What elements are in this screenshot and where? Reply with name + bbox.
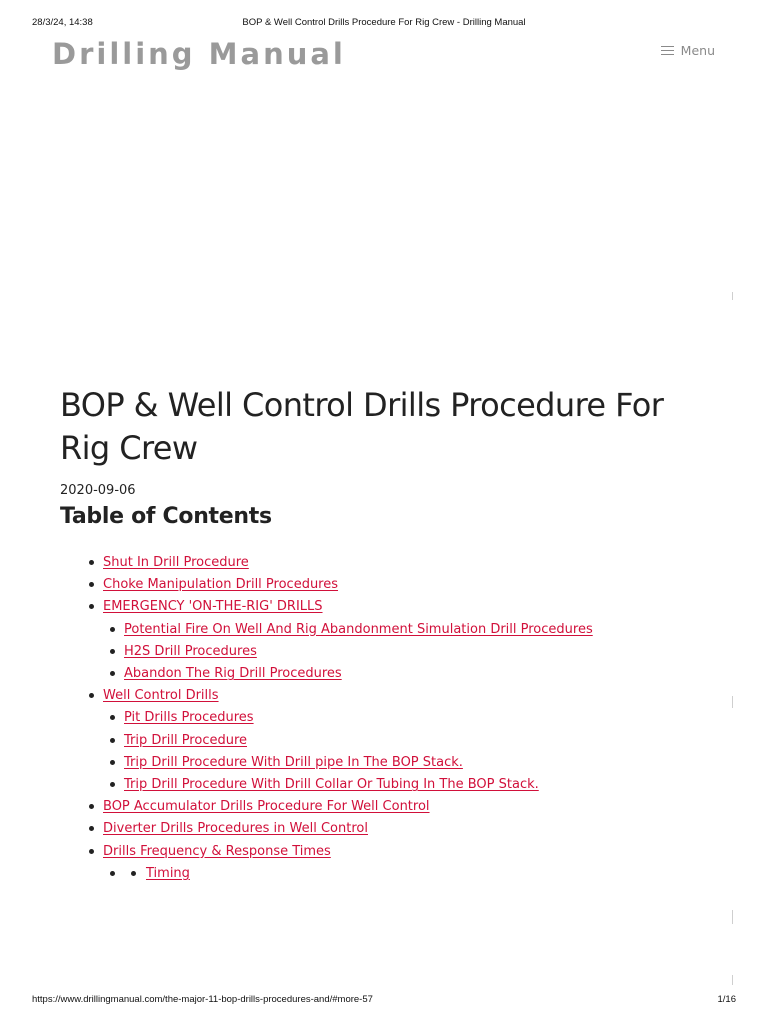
print-header xyxy=(0,17,768,31)
toc-link[interactable]: H2S Drill Procedures xyxy=(124,643,257,659)
toc-item xyxy=(60,641,720,663)
site-logo[interactable]: Drilling Manual xyxy=(52,37,346,71)
toc-item xyxy=(60,730,720,752)
toc-item xyxy=(60,774,720,796)
toc-link[interactable]: Trip Drill Procedure With Drill Collar Or Tubing In The BOP Stack. xyxy=(124,777,539,793)
toc-item xyxy=(60,818,720,840)
bullet-icon xyxy=(110,671,115,676)
bullet-icon xyxy=(89,604,94,609)
toc-link[interactable]: EMERGENCY 'ON-THE-RIG' DRILLS xyxy=(103,599,323,615)
toc-link[interactable]: Trip Drill Procedure With Drill pipe In The BOP Stack. xyxy=(124,754,463,770)
bullet-icon xyxy=(110,627,115,632)
menu-label: Menu xyxy=(680,43,715,58)
bullet-icon xyxy=(89,693,94,698)
toc-link[interactable]: Drills Frequency & Response Times xyxy=(103,843,331,859)
toc-link[interactable]: Trip Drill Procedure xyxy=(124,732,248,748)
toc-item xyxy=(60,863,720,885)
toc-item xyxy=(60,841,720,863)
post-date: 2020-09-06 xyxy=(60,483,136,498)
print-page-title: BOP & Well Control Drills Procedure For Rig Crew - Drilling Manual xyxy=(242,17,526,28)
article xyxy=(60,384,720,885)
bullet-icon xyxy=(131,871,136,876)
toc-link[interactable]: Well Control Drills xyxy=(103,688,219,704)
hamburger-icon xyxy=(661,46,674,56)
bullet-icon xyxy=(110,649,115,654)
toc-link[interactable]: Diverter Drills Procedures in Well Control xyxy=(103,821,368,837)
bullet-icon xyxy=(89,560,94,565)
bullet-icon xyxy=(110,871,115,876)
print-datetime: 28/3/24, 14:38 xyxy=(32,17,93,28)
toc-item xyxy=(60,752,720,774)
toc-item xyxy=(60,596,720,618)
toc-link[interactable]: BOP Accumulator Drills Procedure For Well Control xyxy=(103,799,430,815)
site-header xyxy=(0,34,768,78)
toc-link[interactable]: Timing xyxy=(146,865,190,881)
bullet-icon xyxy=(89,849,94,854)
toc-item xyxy=(60,685,720,707)
toc-item xyxy=(60,552,720,574)
scroll-edge-mark xyxy=(732,975,733,985)
toc-link[interactable]: Pit Drills Procedures xyxy=(124,710,254,726)
page-number: 1/16 xyxy=(717,994,736,1005)
bullet-icon xyxy=(110,760,115,765)
scroll-edge-mark xyxy=(732,910,733,924)
toc-item xyxy=(60,619,720,641)
toc-item xyxy=(60,796,720,818)
scroll-edge-mark xyxy=(732,696,733,708)
bullet-icon xyxy=(89,582,94,587)
print-url: https://www.drillingmanual.com/the-major-11-bop-drills-procedures-and/#more-57 xyxy=(32,994,373,1005)
toc-link[interactable]: Abandon The Rig Drill Procedures xyxy=(124,666,342,682)
bullet-icon xyxy=(110,782,115,787)
page-title: BOP & Well Control Drills Procedure For Rig Crew xyxy=(60,386,664,467)
bullet-icon xyxy=(89,826,94,831)
bullet-icon xyxy=(110,715,115,720)
menu-button[interactable] xyxy=(661,43,715,58)
toc-item xyxy=(60,663,720,685)
toc-item xyxy=(60,574,720,596)
toc-heading: Table of Contents xyxy=(60,504,272,529)
toc-item xyxy=(60,707,720,729)
table-of-contents xyxy=(60,552,720,885)
scroll-edge-mark xyxy=(732,292,733,300)
toc-link[interactable]: Choke Manipulation Drill Procedures xyxy=(103,577,339,593)
bullet-icon xyxy=(110,738,115,743)
bullet-icon xyxy=(89,804,94,809)
toc-link[interactable]: Shut In Drill Procedure xyxy=(103,555,249,570)
toc-link[interactable]: Potential Fire On Well And Rig Abandonment Simulation Drill Procedures xyxy=(124,621,593,637)
